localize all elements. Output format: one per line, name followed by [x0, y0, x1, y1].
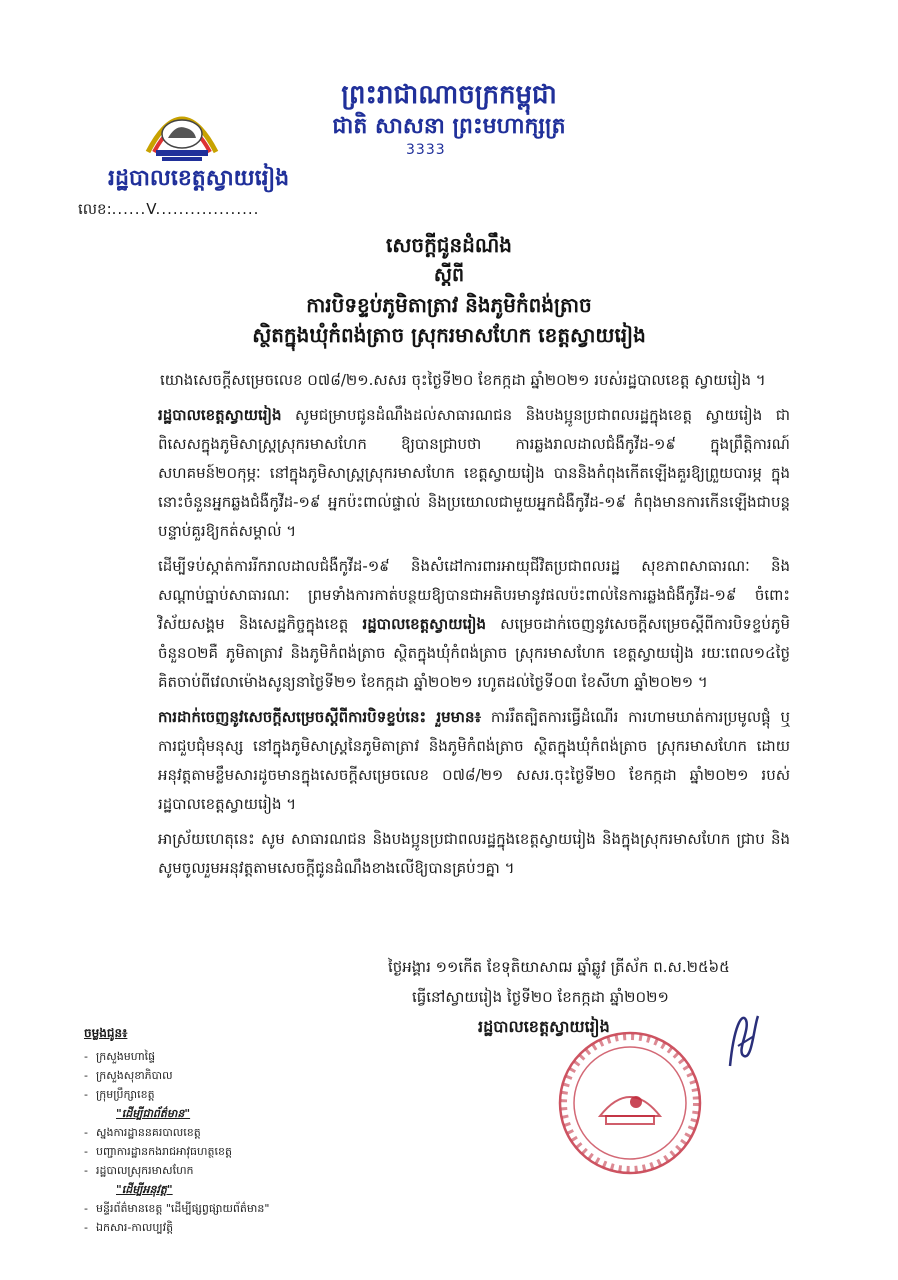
paragraph-decision-lead: រដ្ឋបាលខេត្តស្វាយរៀង: [362, 615, 486, 633]
notice-subject-label: ស្តីពី: [433, 264, 465, 286]
recipient-item: - ក្រុមប្រឹក្សាខេត្ត: [84, 1088, 155, 1101]
notice-subject: ការបិទខ្ទប់ភូមិតាត្រាវ និងភូមិកំពង់ត្រាច: [306, 293, 592, 317]
paragraph-closing: អាស្រ័យហេតុនេះ សូម សាធារណជន និងបងប្អូនប្រជាពលរដ្ឋក្នុងខេត្តស្វាយរៀង និងក្នុងស្រុករមាសហែក ជ្រាប និងសូមចូលរួមអនុវត្តតាមសេចក្តីជូនដំណឹងខាងលើឱ្យបានគ្រប់ៗគ្នា ។: [158, 830, 790, 877]
signer-title: រដ្ឋបាលខេត្តស្វាយរៀង: [478, 1017, 610, 1036]
recipient-item: - រដ្ឋបាលស្រុករមាសហែក: [84, 1164, 194, 1177]
recipient-item: - ក្រសួងសុខាភិបាល: [84, 1069, 173, 1082]
paragraph-announcement-text: សូមជម្រាបជូនដំណឹងដល់សាធារណជន និងបងប្អូនប្រជាពលរដ្ឋក្នុងខេត្ត ស្វាយរៀង ជាពិសេសក្នុងភូមិសាស្ត្រស្រុករមាសហែក ឱ្យបានជ្រាបថា ការឆ្លងរាលដាលជំងឺកូវីដ-១៩ ក្នុងព្រឹត្តិការណ៍សហគមន៍២០កុម្ភៈ នៅក្នុងភូមិសាស្ត្រស្រុករមាសហែក ខេត្តស្វាយរៀង បាននិងកំពុងកើតឡើងគួរឱ្យព្រួយបារម្ភ ក្នុងនោះចំនួនអ្នកឆ្លងជំងឺកូវីដ-១៩ អ្នកប៉ះពាល់ផ្ទាល់ និងប្រយោលជាមួយអ្នកជំងឺកូវីដ-១៩ កំពុងមានការកើនឡើងជាបន្តបន្ទាប់គួរឱ្យកត់សម្គាល់ ។: [158, 406, 790, 540]
paragraph-measures-lead: ការដាក់ចេញនូវសេចក្តីសម្រេចស្តីពីការបិទខ្ទប់នេះ រួមមាន៖: [158, 708, 482, 726]
motto-ornament: 3333: [406, 142, 446, 158]
recipients-items: [84, 1047, 374, 1237]
document-number: [78, 200, 259, 222]
lunar-date: ថ្ងៃអង្គារ ១១កើត ខែទុតិយាសាឍ ឆ្នាំឆ្លូវ ត្រីស័ក ព.ស.២៥៦៥: [388, 958, 730, 976]
recipients-heading: ចម្លងជូន៖: [84, 1026, 128, 1040]
place-date: ធ្វើនៅស្វាយរៀង ថ្ងៃទី២០ ខែកក្កដា ឆ្នាំ២០២១: [412, 988, 669, 1006]
kingdom-title: ព្រះរាជាណាចក្រកម្ពុជា: [341, 80, 557, 110]
signature-icon: [724, 1006, 764, 1076]
notice-heading: សេចក្តីជូនដំណឹង: [386, 233, 512, 257]
number-label: លេខ:: [78, 200, 112, 218]
paragraph-decision-text-b: សម្រេចដាក់ចេញនូវសេចក្តីសម្រេចស្តីពីការបិទខ្ទប់ភូមិចំនួន០២គឺ ភូមិតាត្រាវ និងភូមិកំពង់ត្រាច ស្ថិតក្នុងឃុំកំពង់ត្រាច ស្រុករមាសហែក ខេត្តស្វាយរៀង រយៈពេល១៤ថ្ងៃ គិតចាប់ពីវេលាម៉ោងសូន្យនាថ្ងៃទី២១ ខែកក្កដា ឆ្នាំ២០២១ រហូតដល់ថ្ងៃទី០៣ ខែសីហា ឆ្នាំ២០២១ ។: [158, 615, 790, 691]
paragraph-announcement: [158, 401, 790, 546]
issuing-authority: រដ្ឋបាលខេត្តស្វាយរៀង: [108, 166, 290, 191]
paragraph-reference: យោងសេចក្តីសម្រេចលេខ ០៧៨/២១.សសរ ចុះថ្ងៃទី២០ ខែកក្កដា ឆ្នាំ២០២១ របស់រដ្ឋបាលខេត្ត ស្វាយរៀង ។: [160, 371, 766, 389]
paragraph-measures-text: ការរឹតត្បិតការធ្វើដំណើរ ការហាមឃាត់ការប្រមូលផ្តុំ ឬការជួបជុំមនុស្ស នៅក្នុងភូមិសាស្ត្រនៃភូមិតាត្រាវ និងភូមិកំពង់ត្រាច ស្ថិតក្នុងឃុំកំពង់ត្រាច ស្រុករមាសហែក ដោយអនុវត្តតាមខ្លឹមសារដូចមានក្នុងសេចក្តីសម្រេចលេខ ០៧៨/២១ សសរ.ចុះថ្ងៃទី២០ ខែកក្កដា ឆ្នាំ២០២១ របស់រដ្ឋបាលខេត្តស្វាយរៀង ។: [158, 708, 790, 813]
paragraph-measures: [158, 703, 790, 819]
recipient-item: - ក្រសួងមហាផ្ទៃ: [84, 1050, 156, 1063]
recipient-purpose-note: "ដើម្បីអនុវត្ត": [116, 1183, 173, 1196]
recipient-item: - ស្នងការដ្ឋាននគរបាលខេត្ត: [84, 1126, 201, 1139]
official-seal-icon: [540, 1028, 720, 1178]
nation-motto: ជាតិ សាសនា ព្រះមហាក្សត្រ: [332, 114, 566, 139]
recipient-item: - មន្ទីរព័ត៌មានខេត្ត "ដើម្បីផ្សព្វផ្សាយព័ត៌មាន": [84, 1202, 270, 1215]
paragraph-announcement-lead: រដ្ឋបាលខេត្តស្វាយរៀង: [158, 406, 282, 424]
paragraph-decision-text-a: ដើម្បីទប់ស្កាត់ការរីករាលដាលជំងឺកូវីដ-១៩ និងសំដៅការពារអាយុជីវិតប្រជាពលរដ្ឋ សុខភាពសាធារណៈ និងសណ្តាប់ធ្នាប់សាធារណៈ ព្រមទាំងការកាត់បន្ថយឱ្យបានជាអតិបរមានូវផលប៉ះពាល់នៃការឆ្លងជំងឺកូវីដ-១៩ ចំពោះវិស័យសង្គម និងសេដ្ឋកិច្ចក្នុងខេត្ត: [158, 557, 790, 633]
recipients-list: [84, 1024, 374, 1237]
recipient-item: - បញ្ជាការដ្ឋានកងរាជអាវុធហត្ថខេត្ត: [84, 1145, 232, 1158]
notice-location: ស្ថិតក្នុងឃុំកំពង់ត្រាច ស្រុករមាសហែក ខេត្តស្វាយរៀង: [252, 323, 646, 347]
paragraph-decision: [158, 552, 790, 697]
notice-body: [150, 366, 790, 889]
recipient-item: - ឯកសារ-កាលប្បវត្តិ: [84, 1221, 174, 1234]
recipient-purpose-note: "ដើម្បីជាព័ត៌មាន": [116, 1107, 191, 1120]
number-value: ......V..................: [111, 200, 260, 218]
